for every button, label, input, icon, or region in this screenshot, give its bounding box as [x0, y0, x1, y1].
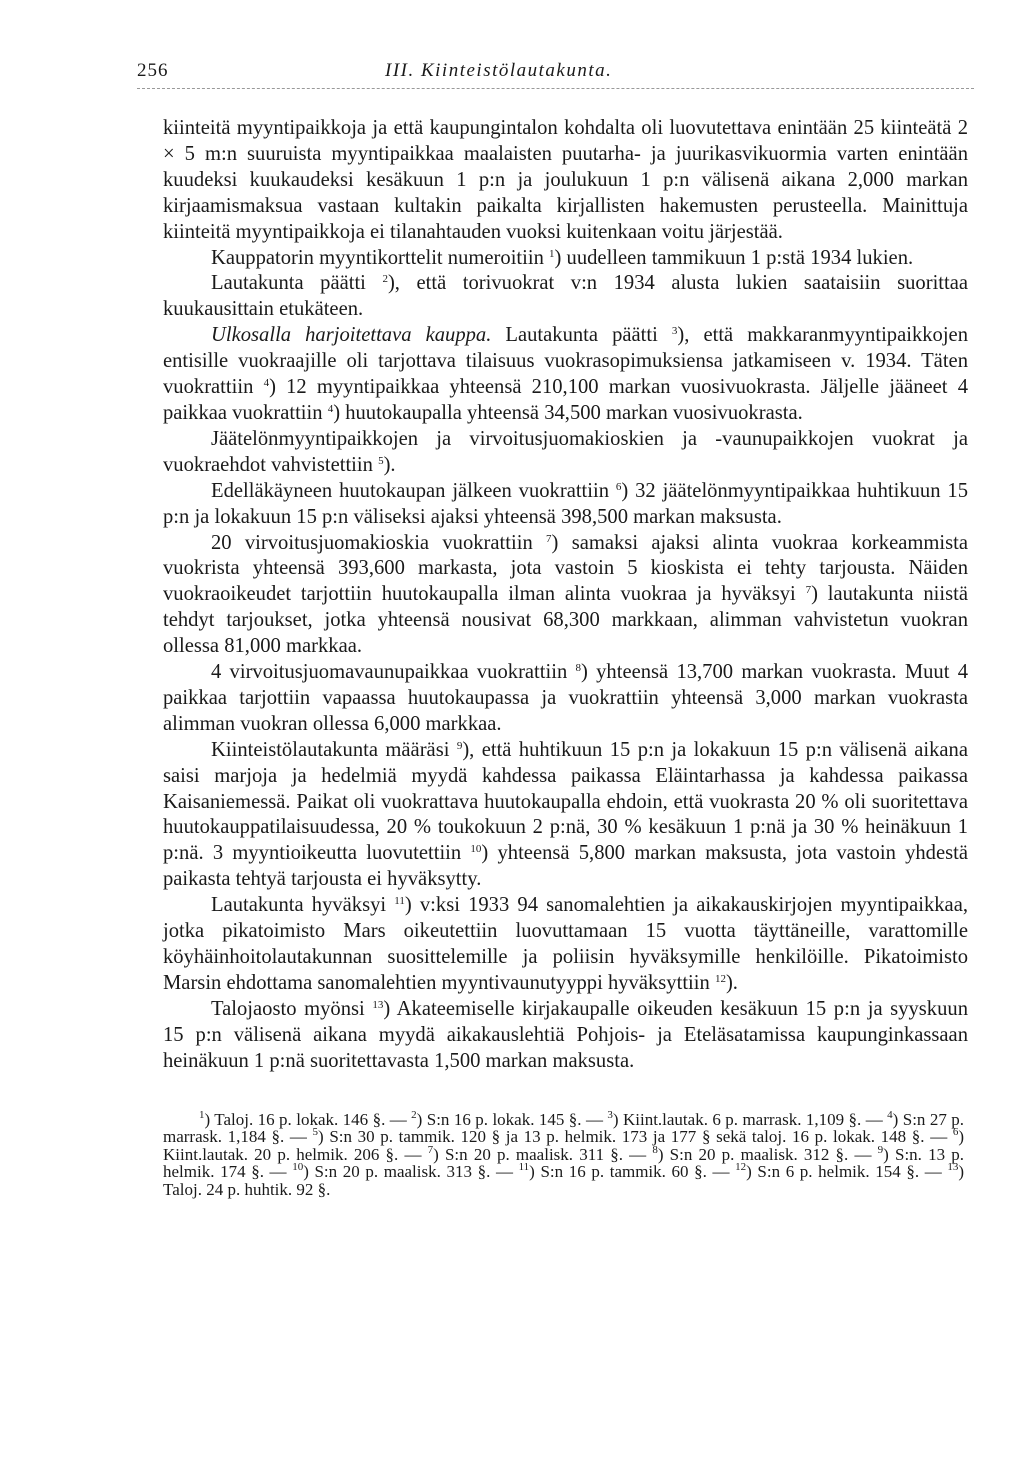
footnote-marker: 13	[372, 998, 384, 1011]
text-run: ).	[725, 971, 738, 994]
text-run: ) yhteensä 5,800 markan maksusta, jota vastoin yhdestä paikasta tehtyä tarjousta ei hyväksytty.	[163, 842, 968, 891]
text-run: ), että huhtikuun 15 p:n ja lokakuun 15 p:n välisenä aikana saisi marjoja ja hedelmiä myydä kahdessa paikassa Eläintarhassa ja kahdessa paikassa Kaisaniemessä. Paikat oli vuokrattava huutokaupalla ehdoin, että vuokrasta 20 % oli suoritettava huutokauppatilaisuudessa, 20 % toukokuun 2 p:nä, 30 % kesäkuun 1 p:nä ja 30 % heinäkuun 1 p:nä. 3 myyntioikeutta luovutettiin	[163, 738, 968, 865]
text-run: ) 32 jäätelönmyyntipaikkaa huhtikuun 15 p:n ja lokakuun 15 p:n väliseksi ajaksi yhteensä 398,500 markan maksusta.	[163, 479, 968, 528]
footnote-marker: 5	[312, 1126, 319, 1139]
paragraph	[163, 738, 968, 893]
footnote-marker: 11	[394, 895, 405, 908]
text-run: Kauppatorin myyntikorttelit numeroitiin	[211, 246, 550, 269]
footnotes	[163, 1108, 968, 1199]
footnote-marker: 7	[805, 584, 812, 597]
text-run: ), että makkaranmyyntipaikkojen entisille vuokraajille oli tarjottava tilaisuus vuokrasopimuksiensa jatkamiseen v. 1934. Täten vuokrattiin	[163, 324, 968, 399]
text-run: ) S:n 20 p. maalisk. 312 §. —	[657, 1144, 878, 1164]
body-text	[163, 116, 968, 1075]
text-run: ) S:n 27 p. marrask. 1,184 §. —	[163, 1109, 965, 1147]
text-run: ) 12 myyntipaikkaa yhteensä 210,100 markan vuosivuokrasta. Jäljelle jääneet 4 paikkaa vuokrattiin	[163, 376, 968, 424]
footnote-marker: 13	[947, 1161, 959, 1174]
footnote-marker: 2	[411, 1108, 417, 1121]
text-run: 4 virvoitusjuomavaunupaikkaa vuokrattiin	[211, 661, 576, 684]
footnote-marker: 6	[615, 480, 622, 493]
footnote-marker: 11	[518, 1161, 530, 1174]
text-run: ) Taloj. 16 p. lokak. 146 §. —	[204, 1109, 412, 1129]
text-run: ) S:n 30 p. tammik. 120 § ja 13 p. helmik. 173 ja 177 § sekä taloj. 16 p. lokak. 148 §. —	[318, 1127, 953, 1147]
text-run: ) Taloj. 24 p. huhtik. 92 §.	[163, 1162, 965, 1199]
footnote-marker: 3	[671, 325, 678, 338]
paragraph	[163, 323, 968, 427]
text-run: ) Kiint.lautak. 20 p. helmik. 206 §. —	[163, 1127, 964, 1164]
text-run: ) S:n 20 p. maalisk. 313 §. —	[303, 1162, 519, 1182]
document-page	[137, 52, 969, 1199]
text-run: ) samaksi ajaksi alinta vuokraa korkeammista vuokrista yhteensä 393,600 markasta, jota vastoin 5 kioskista ei tehty tarjousta. Näiden vuokraoikeudet tarjottiin huutokaupalla ilman alinta vuokraa ja hyväksyi	[163, 531, 968, 606]
text-run: ) yhteensä 13,700 markan vuokrasta. Muut 4 paikkaa tarjottiin vapaassa huutokaupassa ja vuokrattiin yhteensä 3,000 markan vuokrasta alimman vuokran ollessa 6,000 markkaa.	[163, 661, 968, 735]
text-run: ) lautakunta niistä tehdyt tarjoukset, jotka yhteensä nousivat 68,300 markkaan, alimman vahvistetun vuokran ollessa 81,000 markkaa.	[163, 583, 969, 658]
footnote-marker: 1	[199, 1108, 205, 1121]
text-run: ) v:ksi 1933 94 sanomalehtien ja aikakauskirjojen myyntipaikkaa, jotka pikatoimisto Mars oikeutettiin luovuttamaan 15 vuotta täyttäneille, varattomille köyhäinhoitolautakunnan suosittelemille ja poliisin hyväksymille henkilöille. Pikatoimisto Marsin ehdottama sanomalehtien myyntivaunutyyppi hyväksyttiin	[163, 894, 968, 994]
footnote-marker: 10	[292, 1161, 304, 1174]
footnote-marker: 1	[549, 247, 555, 260]
footnote-marker: 6	[952, 1126, 959, 1139]
text-run: ) S:n 16 p. lokak. 145 §. —	[416, 1109, 608, 1129]
paragraph	[163, 116, 968, 246]
page-number: 256	[137, 60, 169, 81]
footnote-marker: 4	[263, 377, 270, 390]
text-run: ) Akateemiselle kirjakaupalle oikeuden kesäkuun 15 p:n ja syyskuun 15 p:n välisenä aikana myydä aikakauslehtiä Pohjois- ja Eteläsatamissa kaupunginkassaan heinäkuun 1 p:nä suoritettavasta 1,500 markan maksusta.	[163, 997, 968, 1072]
text-run: ) uudelleen tammikuun 1 p:stä 1934 lukien.	[554, 246, 914, 269]
footnote-marker: 8	[652, 1143, 658, 1156]
footnote-marker: 8	[575, 662, 582, 675]
running-title: III. Kiinteistölautakunta.	[385, 60, 613, 81]
footnote-marker: 9	[456, 739, 463, 752]
footnote-marker: 4	[327, 402, 334, 415]
footnote-marker: 4	[887, 1108, 893, 1121]
footnote-marker: 7	[546, 532, 552, 545]
text-run: ) S:n 16 p. tammik. 60 §. —	[529, 1162, 736, 1182]
footnote-marker: 5	[378, 454, 384, 467]
text-run: 20 virvoitusjuomakioskia vuokrattiin	[211, 531, 547, 554]
footnote-marker: 12	[735, 1161, 747, 1174]
header-rule	[137, 88, 974, 89]
text-run: ) Kiint.lautak. 6 p. marrask. 1,109 §. —	[612, 1109, 888, 1129]
text-run: kiinteitä myyntipaikkoja ja että kaupungintalon kohdalta oli luovutettava enintään 25 kiinteätä 2 × 5 m:n suuruista myyntipaikkaa maalaisten puutarha- ja juurikasvikuormia varten enintään kuudeksi kuukaudeksi kesäkuun 1 p:n ja joulukuun 1 p:n välisenä aikana 2,000 markan kirjaamismaksua vastaan kultakin paikalta kirjallisten hakemusten perusteella. Mainittuja kiinteitä myyntipaikkoja ei tilanahtauden vuoksi kuitenkaan voitu järjestää.	[163, 117, 968, 243]
text-run: ) huutokaupalla yhteensä 34,500 markan vuosivuokrasta.	[333, 401, 803, 424]
text-run: Lautakunta hyväksyi	[211, 894, 395, 917]
paragraph	[163, 479, 968, 531]
text-run: ) S:n 20 p. maalisk. 311 §. —	[433, 1144, 653, 1164]
text-run: ).	[383, 453, 396, 476]
text-run: Kiinteistölautakunta määräsi	[211, 738, 457, 761]
section-heading: Ulkosalla harjoitettava kauppa.	[211, 324, 492, 347]
text-run: ) S:n. 13 p. helmik. 174 §. —	[163, 1144, 965, 1182]
text-run: Jäätelönmyyntipaikkojen ja virvoitusjuomakioskien ja -vaunupaikkojen vuokrat ja vuokraehdot vahvistettiin	[163, 427, 968, 476]
text-run: Talojaosto myönsi	[211, 997, 373, 1020]
paragraph	[163, 427, 968, 479]
footnote-marker: 3	[607, 1108, 613, 1121]
paragraph	[163, 246, 968, 272]
footnote-marker: 2	[382, 273, 388, 286]
paragraph	[163, 660, 968, 738]
paragraph	[163, 997, 968, 1075]
text-run: ) S:n 6 p. helmik. 154 §. —	[746, 1162, 948, 1182]
paragraph	[163, 271, 968, 323]
footnote-paragraph	[163, 1108, 965, 1199]
page-header	[137, 52, 968, 88]
footnote-marker: 10	[470, 843, 482, 856]
footnote-marker: 9	[877, 1143, 884, 1156]
paragraph	[163, 531, 968, 661]
paragraph	[163, 893, 968, 997]
text-run: Lautakunta päätti	[491, 324, 672, 347]
text-run: Lautakunta päätti	[211, 272, 383, 295]
footnote-marker: 12	[714, 972, 726, 985]
footnote-marker: 7	[427, 1143, 434, 1156]
text-run: Edelläkäyneen huutokaupan jälkeen vuokrattiin	[211, 479, 616, 502]
text-run: ), että torivuokrat v:n 1934 alusta lukien saataisiin suorittaa kuukausittain etukäteen.	[163, 272, 969, 321]
